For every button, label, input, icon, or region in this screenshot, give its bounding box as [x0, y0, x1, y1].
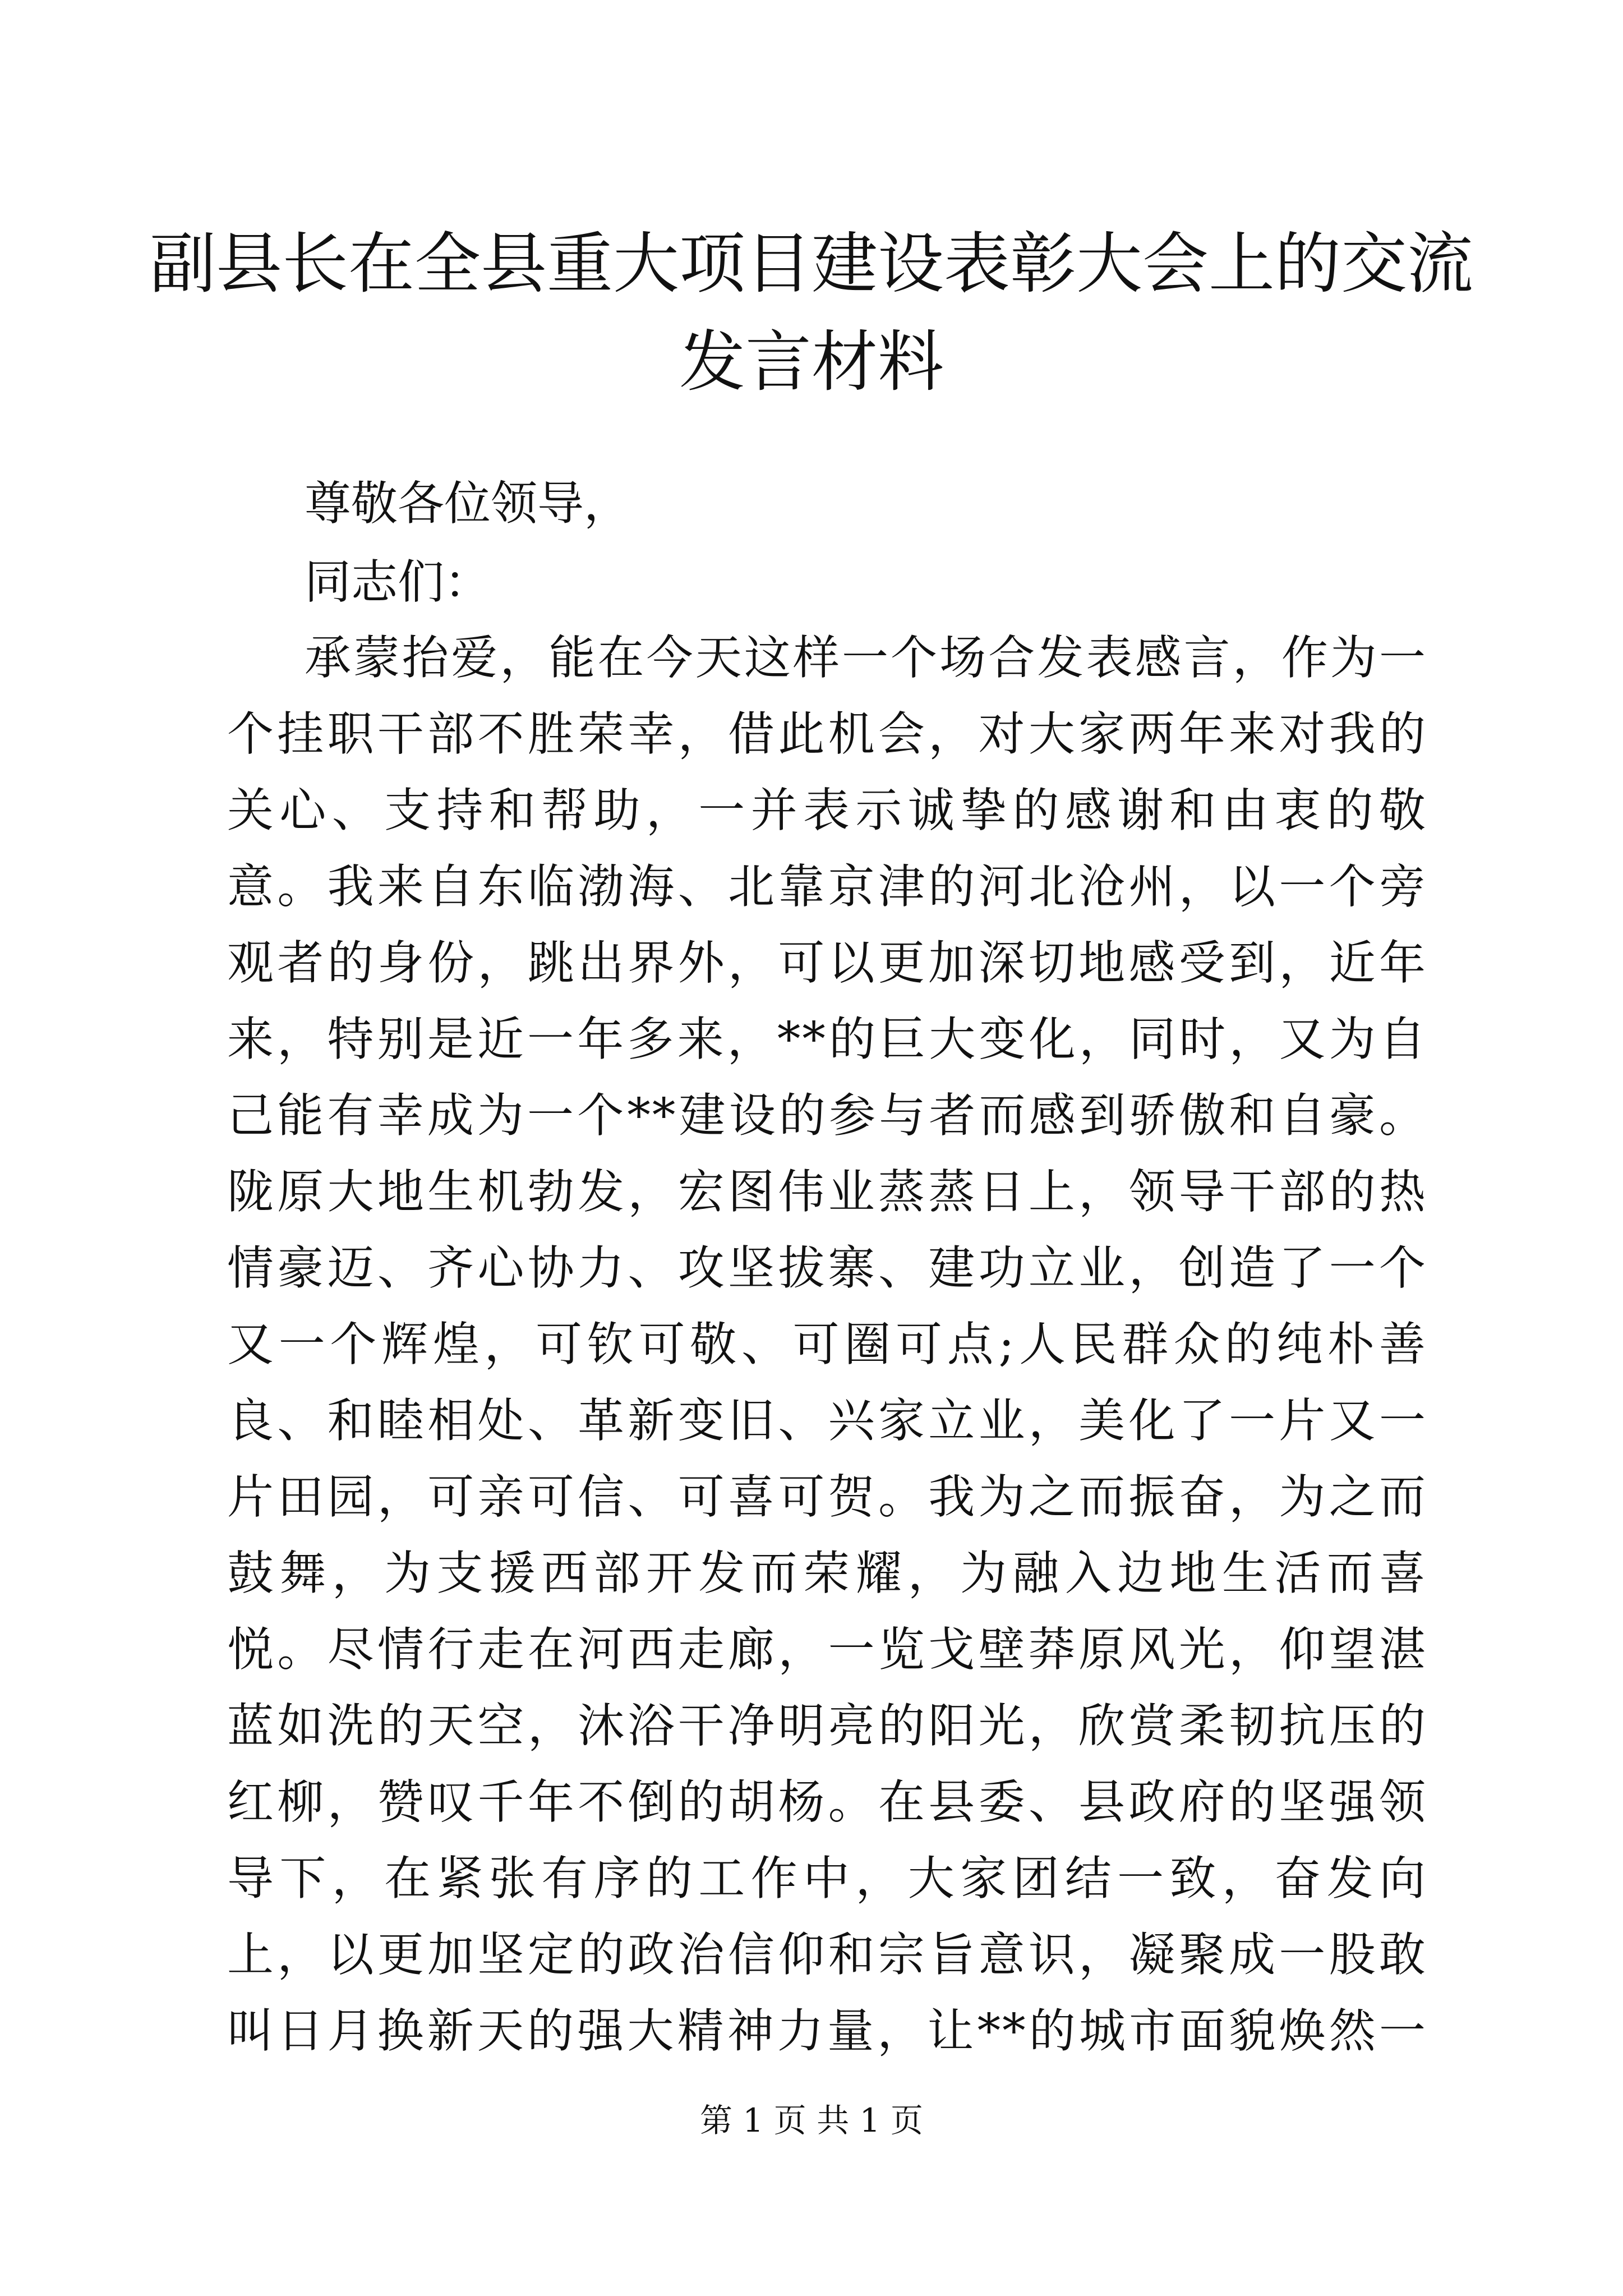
body-paragraph: 承蒙抬爱，能在今天这样一个场合发表感言，作为一个挂职干部不胜荣幸，借此机会，对大家两年来对我的关心、支持和帮助，一并表示诚挚的感谢和由衷的敬意。我来自东临渤海、北靠京津的河北沧州，以一个旁观者的身份，跳出界外，可以更加深切地感受到，近年来，特别是近一年多来，**的巨大变化，同时，又为自己能有幸成为一个**建设的参与者而感到骄傲和自豪。陇原大地生机勃发，宏图伟业蒸蒸日上，领导干部的热情豪迈、齐心协力、攻坚拔寨、建功立业，创造了一个又一个辉煌，可钦可敬、可圈可点;人民群众的纯朴善良、和睦相处、革新变旧、兴家立业，美化了一片又一片田园，可亲可信、可喜可贺。我为之而振奋，为之而鼓舞，为支援西部开发而荣耀，为融入边地生活而喜悦。尽情行走在河西走廊，一览戈壁莽原风光，仰望湛蓝如洗的天空，沐浴干净明亮的阳光，欣赏柔韧抗压的红柳，赞叹千年不倒的胡杨。在县委、县政府的坚强领导下，在紧张有序的工作中，大家团结一致，奋发向上，以更加坚定的政治信仰和宗旨意识，凝聚成一股敢叫日月换新天的强大精神力量，让**的城市面貌焕然一 — [227, 631, 1427, 2058]
document-title-line-1: 副县长在全县重大项目建设表彰大会上的交流 — [149, 225, 1473, 302]
page-footer: 第 1 页 共 1 页 — [700, 2101, 923, 2139]
document-title-line-2: 发言材料 — [679, 323, 944, 401]
salutation-line-1: 尊敬各位领导， — [305, 476, 630, 531]
salutation-line-2: 同志们： — [305, 555, 491, 609]
